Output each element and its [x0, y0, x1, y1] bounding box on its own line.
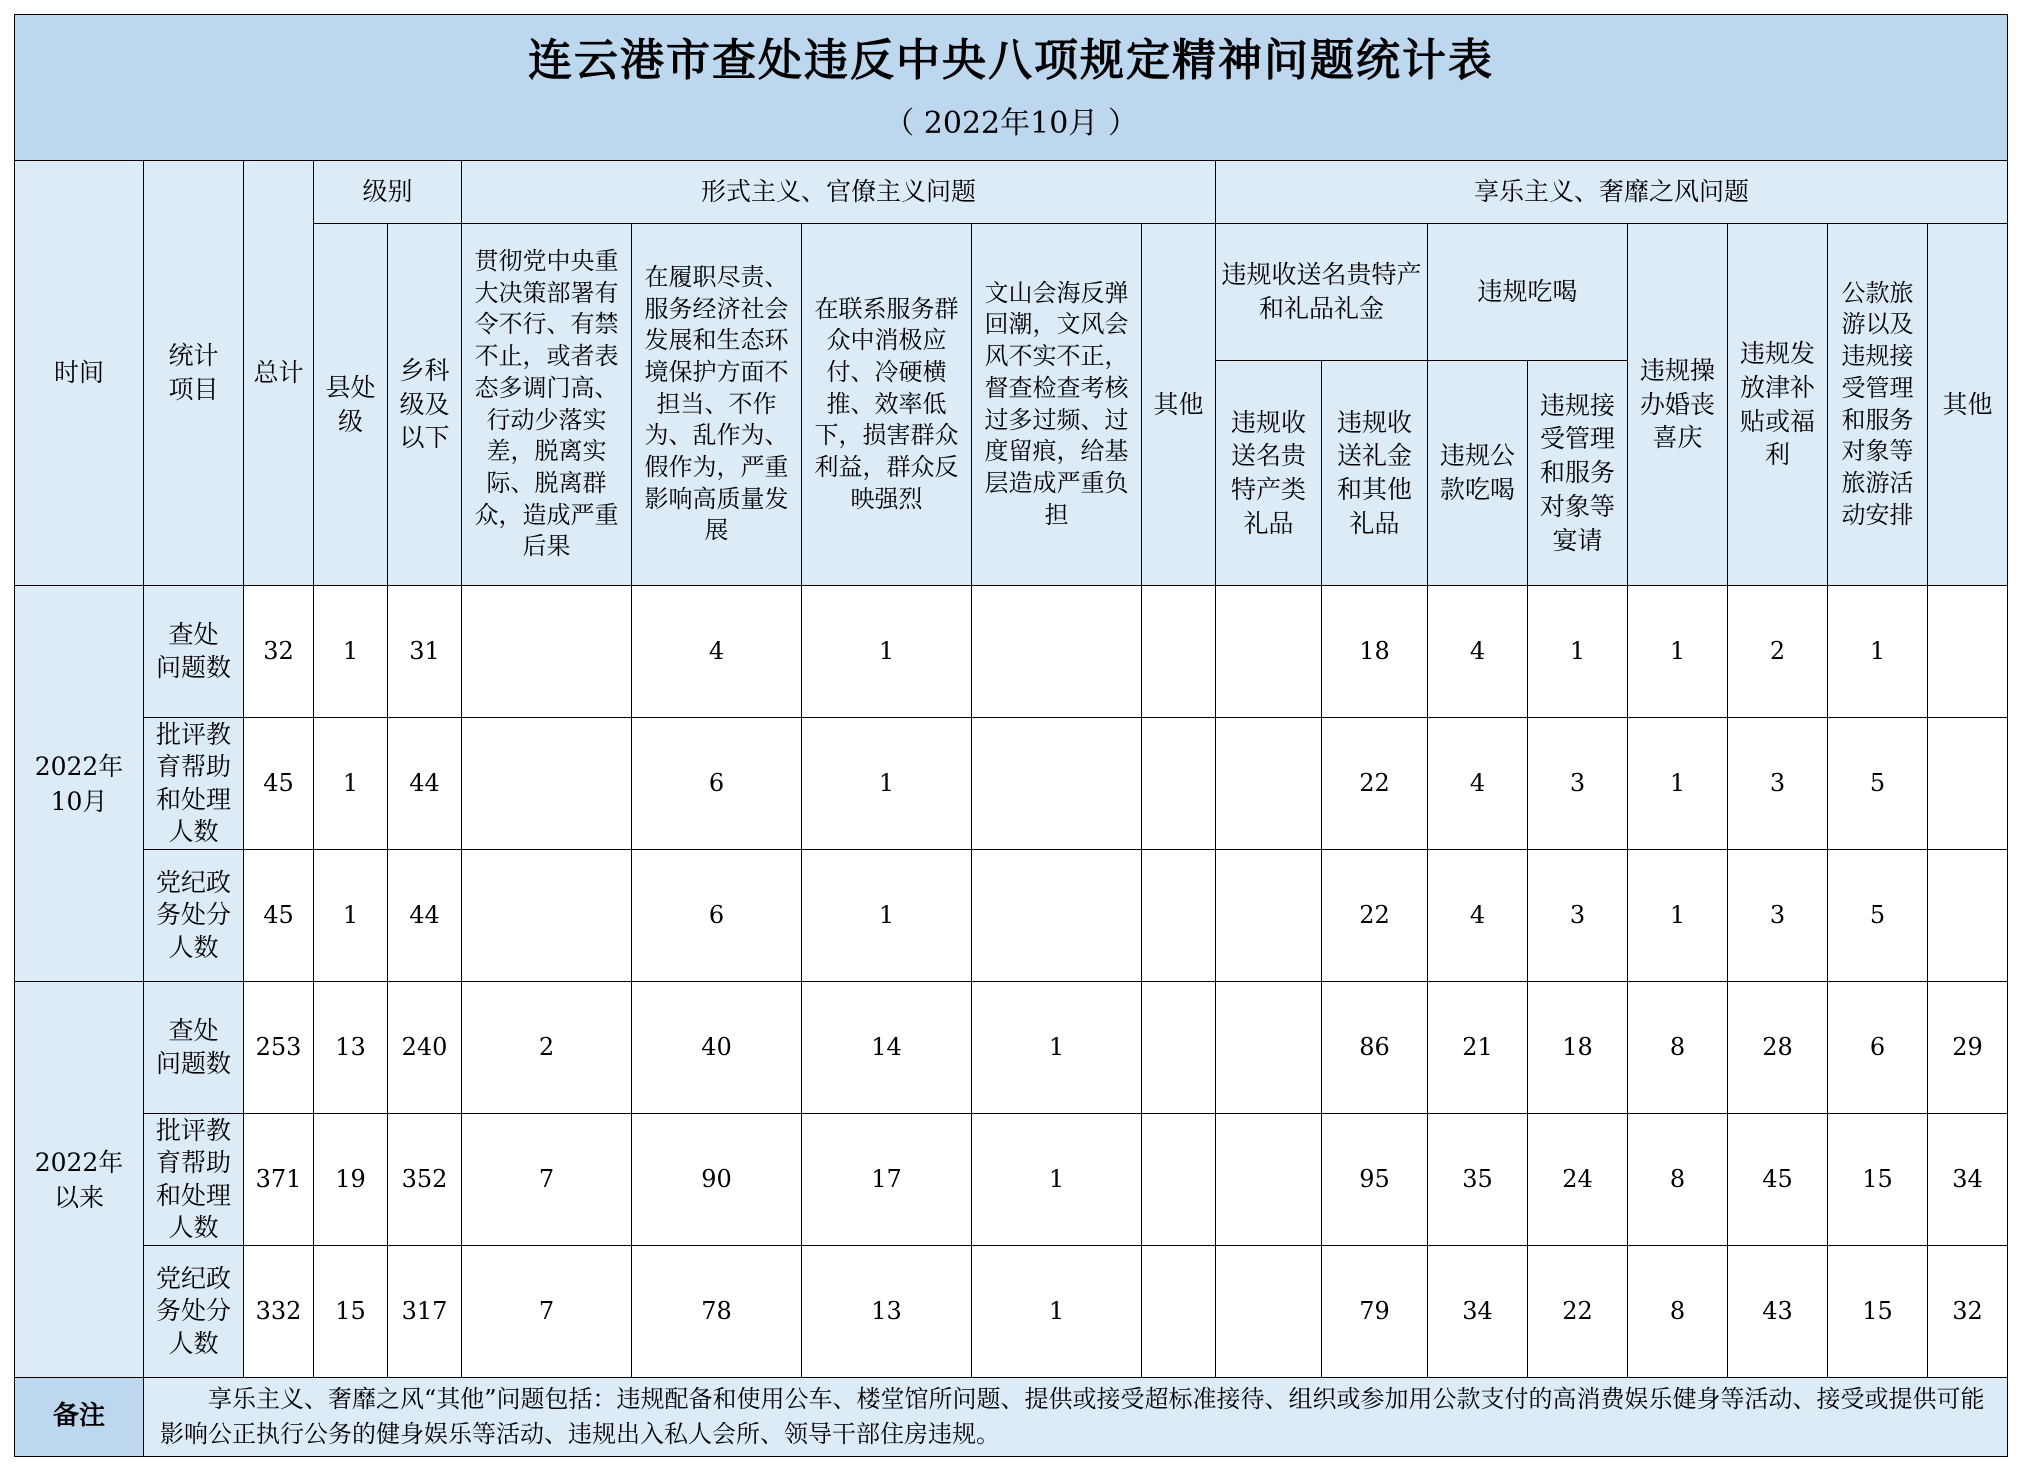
value-cell: 21: [1428, 982, 1528, 1114]
stats-table: [14, 14, 2008, 1457]
header-wedding: 违规操办婚丧喜庆: [1628, 224, 1728, 586]
value-cell: 34: [1928, 1114, 2008, 1246]
header-travel: 公款旅游以及违规接受管理和服务对象等旅游活动安排: [1828, 224, 1928, 586]
value-cell: 2: [462, 982, 632, 1114]
header-formalism-2: 在履职尽责、服务经济社会发展和生态环境保护方面不担当、不作为、乱作为、假作为，严重影响高质量发展: [632, 224, 802, 586]
value-cell: [462, 850, 632, 982]
value-cell: 1: [802, 850, 972, 982]
value-cell: 79: [1322, 1246, 1428, 1378]
value-cell: 28: [1728, 982, 1828, 1114]
value-cell: 1: [1528, 586, 1628, 718]
table-row: [15, 850, 2008, 982]
value-cell: 332: [244, 1246, 314, 1378]
value-cell: 78: [632, 1246, 802, 1378]
value-cell: 5: [1828, 850, 1928, 982]
value-cell: 6: [632, 718, 802, 850]
value-cell: 7: [462, 1246, 632, 1378]
stats-table-frame: [14, 14, 2007, 1458]
value-cell: [1142, 586, 1216, 718]
value-cell: 22: [1322, 850, 1428, 982]
value-cell: [1216, 850, 1322, 982]
row-item-label: 党纪政 务处分 人数: [144, 850, 244, 982]
header-hedonism: 享乐主义、奢靡之风问题: [1216, 161, 2008, 224]
value-cell: 6: [632, 850, 802, 982]
table-row: [15, 1114, 2008, 1246]
value-cell: 3: [1728, 850, 1828, 982]
value-cell: [1216, 1246, 1322, 1378]
value-cell: [1928, 586, 2008, 718]
value-cell: [1142, 1114, 1216, 1246]
value-cell: [1928, 718, 2008, 850]
value-cell: 1: [314, 718, 388, 850]
value-cell: [972, 718, 1142, 850]
value-cell: [1142, 718, 1216, 850]
value-cell: 240: [388, 982, 462, 1114]
value-cell: 4: [632, 586, 802, 718]
value-cell: 31: [388, 586, 462, 718]
period-time-cell: 2022年 10月: [15, 586, 144, 982]
header-formalism-4: 文山会海反弹回潮，文风会风不实不正，督查检查考核过多过频、过度留痕，给基层造成严重负担: [972, 224, 1142, 586]
value-cell: 1: [1628, 718, 1728, 850]
value-cell: 45: [244, 718, 314, 850]
value-cell: 6: [1828, 982, 1928, 1114]
header-eat-public: 违规公款吃喝: [1428, 361, 1528, 586]
header-formalism: 形式主义、官僚主义问题: [462, 161, 1216, 224]
value-cell: 32: [244, 586, 314, 718]
header-gift-money: 违规收送礼金和其他礼品: [1322, 361, 1428, 586]
value-cell: 317: [388, 1246, 462, 1378]
value-cell: [1928, 850, 2008, 982]
value-cell: 4: [1428, 586, 1528, 718]
value-cell: 1: [972, 982, 1142, 1114]
value-cell: 1: [802, 718, 972, 850]
header-eat-banquet: 违规接受管理和服务对象等宴请: [1528, 361, 1628, 586]
table-row: [15, 982, 2008, 1114]
row-item-label: 批评教 育帮助 和处理 人数: [144, 1114, 244, 1246]
value-cell: 13: [802, 1246, 972, 1378]
value-cell: [972, 586, 1142, 718]
table-row: [15, 718, 2008, 850]
row-item-label: 批评教 育帮助 和处理 人数: [144, 718, 244, 850]
row-item-label: 党纪政 务处分 人数: [144, 1246, 244, 1378]
value-cell: [1216, 718, 1322, 850]
header-hedonism-other: 其他: [1928, 224, 2008, 586]
header-level: 级别: [314, 161, 462, 224]
value-cell: 32: [1928, 1246, 2008, 1378]
value-cell: 29: [1928, 982, 2008, 1114]
value-cell: 8: [1628, 982, 1728, 1114]
header-time: 时间: [15, 161, 144, 586]
header-formalism-3: 在联系服务群众中消极应付、冷硬横推、效率低下，损害群众利益，群众反映强烈: [802, 224, 972, 586]
value-cell: 3: [1728, 718, 1828, 850]
value-cell: 19: [314, 1114, 388, 1246]
value-cell: 86: [1322, 982, 1428, 1114]
period-time-cell: 2022年 以来: [15, 982, 144, 1378]
value-cell: 4: [1428, 850, 1528, 982]
value-cell: 95: [1322, 1114, 1428, 1246]
data-body: [15, 586, 2008, 1378]
value-cell: 18: [1528, 982, 1628, 1114]
value-cell: 3: [1528, 718, 1628, 850]
header-eat-group: 违规吃喝: [1428, 224, 1628, 361]
row-item-label: 查处 问题数: [144, 586, 244, 718]
value-cell: 18: [1322, 586, 1428, 718]
value-cell: [1216, 586, 1322, 718]
value-cell: 24: [1528, 1114, 1628, 1246]
value-cell: 15: [314, 1246, 388, 1378]
table-subtitle: （ 2022年10月 ）: [884, 105, 1138, 141]
value-cell: 40: [632, 982, 802, 1114]
value-cell: [1216, 982, 1322, 1114]
header-subsidy: 违规发放津补贴或福利: [1728, 224, 1828, 586]
value-cell: 34: [1428, 1246, 1528, 1378]
table-row: [15, 586, 2008, 718]
value-cell: 4: [1428, 718, 1528, 850]
value-cell: 22: [1322, 718, 1428, 850]
header-formalism-1: 贯彻党中央重大决策部署有令不行、有禁不止，或者表态多调门高、行动少落实差，脱离实际、脱离群众，造成严重后果: [462, 224, 632, 586]
table-row: [15, 1246, 2008, 1378]
value-cell: 45: [1728, 1114, 1828, 1246]
value-cell: [972, 850, 1142, 982]
value-cell: 15: [1828, 1114, 1928, 1246]
header-total: 总计: [244, 161, 314, 586]
value-cell: 7: [462, 1114, 632, 1246]
value-cell: 15: [1828, 1246, 1928, 1378]
value-cell: 1: [1628, 850, 1728, 982]
value-cell: [1142, 982, 1216, 1114]
value-cell: [462, 718, 632, 850]
value-cell: 2: [1728, 586, 1828, 718]
value-cell: 44: [388, 718, 462, 850]
value-cell: 44: [388, 850, 462, 982]
value-cell: 45: [244, 850, 314, 982]
value-cell: [1142, 1246, 1216, 1378]
value-cell: 352: [388, 1114, 462, 1246]
value-cell: [462, 586, 632, 718]
header-item: 统计 项目: [144, 161, 244, 586]
value-cell: 1: [802, 586, 972, 718]
value-cell: 1: [314, 850, 388, 982]
value-cell: 3: [1528, 850, 1628, 982]
value-cell: 5: [1828, 718, 1928, 850]
header-gift-specialty: 违规收送名贵特产类礼品: [1216, 361, 1322, 586]
value-cell: 1: [1628, 586, 1728, 718]
value-cell: 35: [1428, 1114, 1528, 1246]
value-cell: 14: [802, 982, 972, 1114]
note-text: 享乐主义、奢靡之风“其他”问题包括：违规配备和使用公车、楼堂馆所问题、提供或接受超标准接待、组织或参加用公款支付的高消费娱乐健身等活动、接受或提供可能影响公正执行公务的健身娱乐等活动、违规出入私人会所、领导干部住房违规。: [144, 1378, 2008, 1457]
value-cell: 8: [1628, 1246, 1728, 1378]
header-level-township: 乡科级及以下: [388, 224, 462, 586]
value-cell: 8: [1628, 1114, 1728, 1246]
value-cell: 22: [1528, 1246, 1628, 1378]
value-cell: 1: [972, 1114, 1142, 1246]
value-cell: [1216, 1114, 1322, 1246]
note-label: 备注: [15, 1378, 144, 1457]
value-cell: 17: [802, 1114, 972, 1246]
value-cell: 13: [314, 982, 388, 1114]
title-block: [15, 15, 2008, 161]
value-cell: 1: [972, 1246, 1142, 1378]
header-formalism-other: 其他: [1142, 224, 1216, 586]
value-cell: [1142, 850, 1216, 982]
value-cell: 1: [314, 586, 388, 718]
value-cell: 253: [244, 982, 314, 1114]
table-title: 连云港市查处违反中央八项规定精神问题统计表: [528, 34, 1495, 86]
header-gift-group: 违规收送名贵特产和礼品礼金: [1216, 224, 1428, 361]
header-level-county: 县处级: [314, 224, 388, 586]
value-cell: 43: [1728, 1246, 1828, 1378]
value-cell: 371: [244, 1114, 314, 1246]
row-item-label: 查处 问题数: [144, 982, 244, 1114]
value-cell: 1: [1828, 586, 1928, 718]
value-cell: 90: [632, 1114, 802, 1246]
